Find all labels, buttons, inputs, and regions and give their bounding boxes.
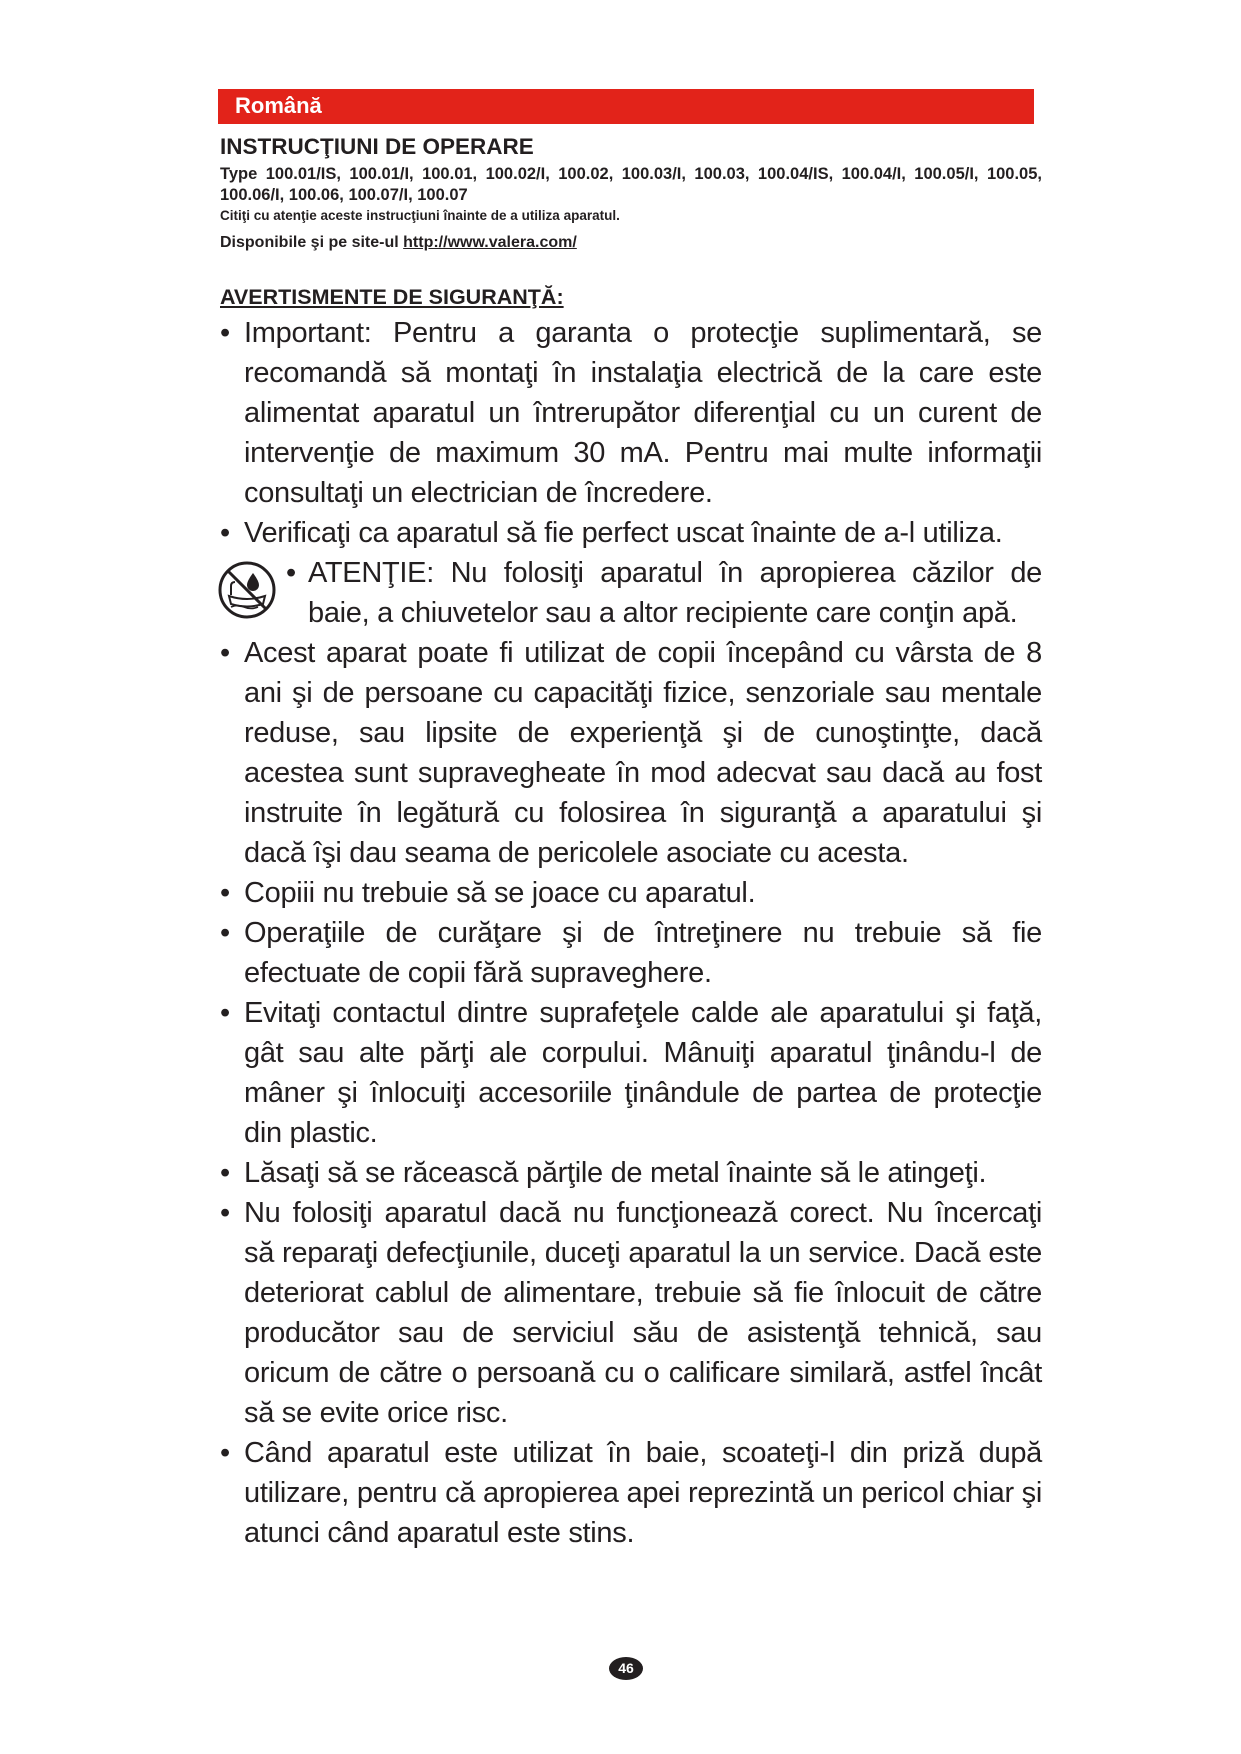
safety-item	[220, 993, 1042, 1153]
bullet-dot: •	[220, 917, 230, 949]
safety-item-text: Copiii nu trebuie să se joace cu aparatul.	[244, 877, 756, 909]
safety-item-warning	[220, 553, 1042, 633]
bullet-dot: •	[220, 1437, 230, 1469]
safety-item-text: Evitaţi contactul dintre suprafeţele calde ale aparatului şi faţă, gât sau alte părţi ale corpului. Mânuiţi aparatul ţinându-l de mâner şi înlocuiţi accesoriile ţinândule de partea de protecţie din plastic.	[244, 997, 1042, 1149]
safety-heading: AVERTISMENTE DE SIGURANŢĂ:	[220, 285, 564, 309]
safety-item-text: Important: Pentru a garanta o protecţie suplimentară, se recomandă să montaţi în instalaţia electrică de la care este alimentat aparatul un întrerupător diferenţial cu un curent de intervenţie de maximum 30 mA. Pentru mai multe informaţii consultaţi un electrician de încredere.	[244, 317, 1042, 509]
safety-item	[220, 513, 1042, 553]
availability-prefix: Disponibile şi pe site-ul	[220, 234, 404, 251]
bullet-dot: •	[220, 997, 230, 1029]
safety-item-text: Verificaţi ca aparatul să fie perfect uscat înainte de a-l utiliza.	[244, 517, 1003, 549]
language-tab	[218, 89, 1034, 124]
availability-line	[220, 234, 1042, 252]
safety-item-text: Când aparatul este utilizat în baie, scoateţi-l din priză după utilizare, pentru că apropierea apei reprezintă un pericol chiar şi atunci când aparatul este stins.	[244, 1437, 1042, 1549]
safety-item-text: Acest aparat poate fi utilizat de copii începând cu vârsta de 8 ani şi de persoane cu capacităţi fizice, senzoriale sau mentale reduse, sau lipsite de experienţă şi de cunoştinţte, dacă acestea sunt supravegheate în mod adecvat sau dacă au fost instruite în legătură cu folosirea în siguranţă a aparatului şi dacă îşi dau seama de pericolele asociate cu acesta.	[244, 637, 1042, 869]
safety-list	[220, 313, 1042, 1553]
bullet-dot: •	[220, 1197, 230, 1229]
safety-item	[220, 913, 1042, 993]
page-number: 46	[609, 1657, 643, 1680]
bullet-dot: •	[220, 317, 230, 349]
safety-item	[220, 1193, 1042, 1433]
bullet-dot: •	[220, 637, 230, 669]
safety-item	[220, 633, 1042, 873]
model-types: Type 100.01/IS, 100.01/I, 100.01, 100.02/I, 100.02, 100.03/I, 100.03, 100.04/IS, 100.04/I, 100.05/I, 100.05, 100.06/I, 100.06, 100.07/I, 100.07	[220, 165, 1042, 204]
website-link[interactable]: http://www.valera.com/	[403, 234, 577, 251]
no-water-icon	[216, 559, 278, 621]
document-title: INSTRUCŢIUNI DE OPERARE	[220, 134, 534, 159]
safety-item-text: Nu folosiţi aparatul dacă nu funcţionează corect. Nu încercaţi să reparaţi defecţiunile, duceţi aparatul la un service. Dacă este deteriorat cablul de alimentare, trebuie să fie înlocuit de către producător sau de serviciul său de asistenţă tehnică, sau oricum de către o persoană cu o calificare similară, astfel încât să se evite orice risc.	[244, 1197, 1042, 1429]
bullet-dot: •	[286, 557, 296, 589]
safety-item	[220, 1433, 1042, 1553]
bullet-dot: •	[220, 877, 230, 909]
language-label: Română	[235, 93, 322, 118]
safety-item	[220, 1153, 1042, 1193]
bullet-dot: •	[220, 1157, 230, 1189]
safety-item-text: Operaţiile de curăţare şi de întreţinere nu trebuie să fie efectuate de copii fără supraveghere.	[244, 917, 1042, 989]
safety-item-text: ATENŢIE: Nu folosiţi aparatul în apropierea căzilor de baie, a chiuvetelor sau a altor recipiente care conţin apă.	[308, 557, 1042, 629]
safety-item	[220, 313, 1042, 513]
safety-item-text: Lăsaţi să se răcească părţile de metal înainte să le atingeţi.	[244, 1157, 987, 1189]
safety-item	[220, 873, 1042, 913]
bullet-dot: •	[220, 517, 230, 549]
read-notice: Citiţi cu atenţie aceste instrucţiuni înainte de a utiliza aparatul.	[220, 208, 620, 223]
